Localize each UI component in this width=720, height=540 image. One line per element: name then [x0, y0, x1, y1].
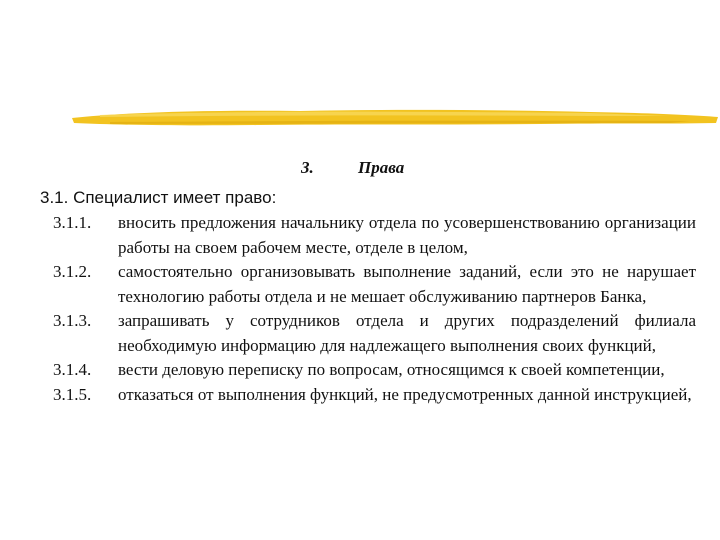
list-item	[40, 309, 696, 358]
item-number: 3.1.2.	[53, 262, 92, 281]
list-item	[40, 358, 696, 383]
intro-line: 3.1. Специалист имеет право:	[40, 188, 277, 207]
list-item	[40, 211, 696, 260]
item-number: 3.1.1.	[53, 213, 92, 232]
list-item	[40, 260, 696, 309]
item-number: 3.1.3.	[53, 311, 92, 330]
item-text: вносить предложения начальнику отдела по усовершенствованию организации работы на своем рабочем месте, отделе в целом,	[118, 213, 696, 257]
item-number: 3.1.5.	[53, 384, 92, 404]
item-number: 3.1.4.	[53, 360, 92, 379]
item-text: вести деловую переписку по вопросам, относящимся к своей компетенции,	[118, 360, 665, 379]
yellow-brush-stroke	[70, 104, 720, 130]
section-title: Права	[358, 158, 405, 177]
item-text: самостоятельно организовывать выполнение заданий, если это не нарушает технологию работы отдела и не мешает обслуживанию партнеров Банка,	[118, 262, 696, 306]
section-heading	[0, 158, 720, 182]
list-item	[40, 383, 696, 408]
section-number: 3.	[301, 158, 314, 177]
rights-list	[40, 211, 696, 407]
item-text: отказаться от выполнения функций, не предусмотренных данной инструкцией,	[118, 384, 692, 404]
item-text: запрашивать у сотрудников отдела и других подразделений филиала необходимую информацию для надлежащего выполнения своих функций,	[118, 311, 696, 355]
